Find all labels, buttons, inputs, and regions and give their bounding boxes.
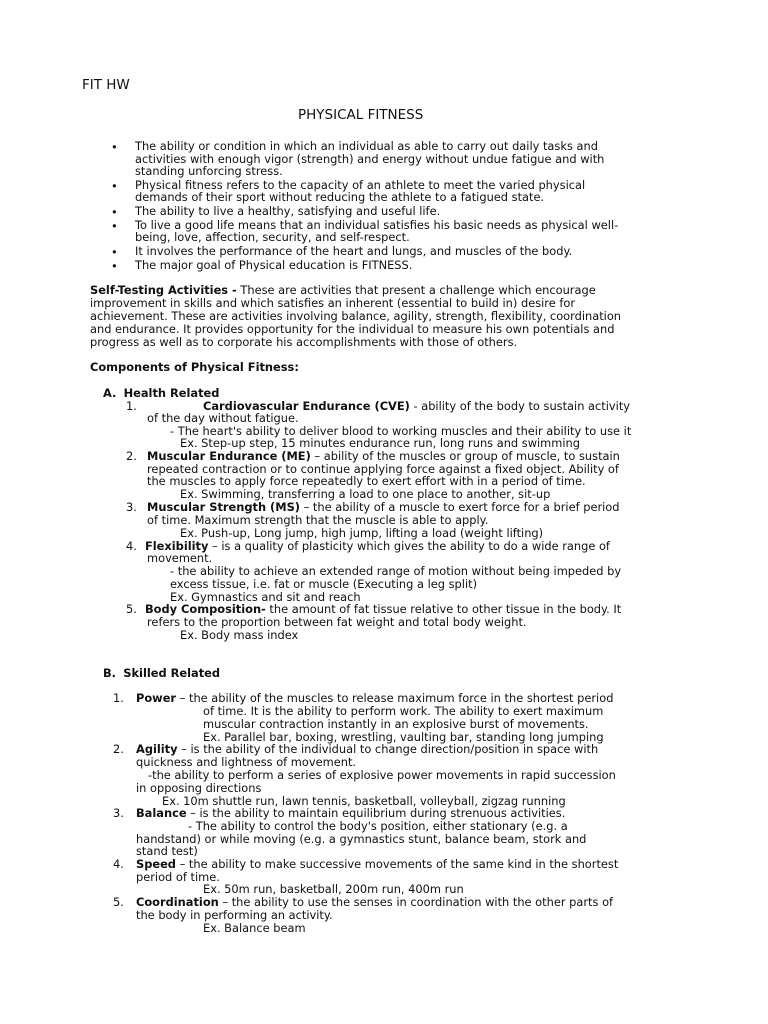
item-line	[136, 896, 613, 909]
item-number: 5.	[113, 895, 124, 909]
item-number: 2.	[113, 742, 124, 756]
item-definition: – is the ability of the individual to change direction/position in space with	[177, 742, 599, 756]
item-line: the body in performing an activity.	[136, 908, 333, 922]
paragraph-line	[90, 284, 596, 297]
item-line: movement.	[147, 551, 213, 565]
item-number: 2.	[126, 449, 137, 463]
components-heading: Components of Physical Fitness:	[90, 360, 299, 374]
item-example: Ex. Step-up step, 15 minutes endurance run, long runs and swimming	[180, 436, 580, 450]
item-definition: the amount of fat tissue relative to other tissue in the body. It	[265, 602, 622, 616]
item-term: Agility	[136, 742, 178, 756]
item-term: Balance	[136, 806, 187, 820]
item-term: Cardiovascular Endurance (CVE)	[203, 399, 410, 413]
item-number: 4.	[113, 857, 124, 871]
item-term: Body Composition-	[145, 602, 266, 616]
bullet-line: Physical fitness refers to the capacity of an athlete to meet the varied physical	[135, 178, 586, 192]
item-example: Ex. Gymnastics and sit and reach	[170, 590, 361, 604]
item-line: in opposing directions	[136, 781, 262, 795]
item-line: - The heart's ability to deliver blood to working muscles and their ability to use it	[170, 424, 632, 438]
item-line: - the ability to achieve an extended range of motion without being impeded by	[170, 564, 622, 578]
paragraph-text: These are activities that present a challenge which encourage	[236, 283, 596, 297]
item-term: Flexibility	[145, 539, 209, 553]
section-title: Health Related	[123, 386, 220, 400]
bullet-line: demands of their sport without reducing the athlete to a fatigued state.	[135, 190, 545, 204]
bullet-marker	[111, 141, 118, 154]
item-line: excess tissue, i.e. fat or muscle (Executing a leg split)	[170, 577, 478, 591]
item-example: Ex. 50m run, basketball, 200m run, 400m run	[203, 882, 464, 896]
bullet-marker	[111, 206, 118, 219]
item-example: Ex. Balance beam	[203, 921, 306, 935]
item-number: 1.	[113, 691, 124, 705]
bullet-line: standing unforcing stress.	[135, 164, 283, 178]
item-definition: – the ability to make successive movements of the same kind in the shortest	[175, 857, 619, 871]
bullet-marker	[111, 180, 118, 193]
self-testing-term: Self-Testing Activities -	[90, 283, 237, 297]
item-line: of the day without fatigue.	[147, 411, 299, 425]
item-line: stand test)	[136, 844, 198, 858]
item-definition: – the ability of a muscle to exert force for a brief period	[299, 500, 620, 514]
item-line: muscular contraction instantly in an explosive burst of movements.	[203, 717, 589, 731]
item-example: Ex. 10m shuttle run, lawn tennis, basketball, volleyball, zigzag running	[162, 794, 566, 808]
item-term: Muscular Strength (MS)	[147, 500, 300, 514]
item-line: the muscles to apply force repeatedly to exert effort with in a period of time.	[147, 474, 586, 488]
bullet-line: The major goal of Physical education is FITNESS.	[135, 258, 413, 272]
item-line	[147, 501, 620, 514]
bullet-line: being, love, affection, security, and self-respect.	[135, 230, 410, 244]
paragraph-line: progress as well as to corporate his accomplishments with those of others.	[90, 335, 518, 349]
bullet-marker	[111, 220, 118, 233]
bullet-line: It involves the performance of the heart and lungs, and muscles of the body.	[135, 244, 573, 258]
item-line	[136, 807, 565, 820]
paragraph-line: improvement in skills and which satisfies an inherent (essential to build in) desire for	[90, 296, 576, 310]
item-line: of time. It is the ability to perform work. The ability to exert maximum	[203, 704, 604, 718]
item-line: quickness and lightness of movement.	[136, 755, 357, 769]
item-line: repeated contraction or to continue applying force against a fixed object. Ability of	[147, 462, 619, 476]
components-heading-line	[90, 361, 299, 374]
item-term: Muscular Endurance (ME)	[147, 449, 311, 463]
item-line	[136, 858, 618, 871]
bullet-line: The ability or condition in which an individual as able to carry out daily tasks and	[135, 139, 598, 153]
section-letter: B.	[103, 666, 117, 680]
item-definition: – ability of the muscles or group of muscle, to sustain	[310, 449, 620, 463]
item-example: Ex. Parallel bar, boxing, wrestling, vaulting bar, standing long jumping	[203, 730, 604, 744]
item-definition: - ability of the body to sustain activity	[409, 399, 631, 413]
item-line	[136, 743, 598, 756]
item-number: 3.	[113, 806, 124, 820]
bullet-line: To live a good life means that an individual satisfies his basic needs as physical well-	[135, 218, 619, 232]
section-letter: A.	[103, 386, 117, 400]
bullet-marker	[111, 246, 118, 259]
item-line	[145, 540, 610, 553]
bullet-marker	[111, 260, 118, 273]
item-number: 1.	[126, 399, 137, 413]
doc-label: FIT HW	[82, 77, 130, 93]
item-line: of time. Maximum strength that the muscle is able to apply.	[147, 513, 489, 527]
item-definition: – is a quality of plasticity which gives the ability to do a wide range of	[208, 539, 610, 553]
paragraph-line: achievement. These are activities involving balance, agility, strength, flexibility, coordination	[90, 309, 622, 323]
item-example: Ex. Swimming, transferring a load to one place to another, sit-up	[180, 487, 551, 501]
item-line	[145, 603, 621, 616]
item-number: 4.	[126, 539, 137, 553]
item-line: handstand) or while moving (e.g. a gymnastics stunt, balance beam, stork and	[136, 832, 587, 846]
bullet-line: activities with enough vigor (strength) and energy without undue fatigue and with	[135, 152, 605, 166]
section-heading	[103, 667, 220, 680]
item-example: Ex. Push-up, Long jump, high jump, lifting a load (weight lifting)	[180, 526, 544, 540]
item-line	[147, 450, 620, 463]
bullet-line: The ability to live a healthy, satisfying and useful life.	[135, 204, 441, 218]
item-line: - The ability to control the body's position, either stationary (e.g. a	[188, 819, 568, 833]
item-number: 3.	[126, 500, 137, 514]
item-term: Speed	[136, 857, 176, 871]
item-number: 5.	[126, 602, 137, 616]
section-heading	[103, 387, 219, 400]
item-line: refers to the proportion between fat weight and total body weight.	[147, 615, 527, 629]
item-definition: – is the ability to maintain equilibrium during strenuous activities.	[186, 806, 566, 820]
item-line: period of time.	[136, 870, 220, 884]
section-title: Skilled Related	[123, 666, 221, 680]
item-term: Power	[136, 691, 177, 705]
item-term: Coordination	[136, 895, 219, 909]
page-title: PHYSICAL FITNESS	[298, 107, 424, 123]
item-definition: – the ability of the muscles to release maximum force in the shortest period	[176, 691, 614, 705]
item-line	[136, 692, 613, 705]
paragraph-line: and endurance. It provides opportunity for the individual to measure his own potentials and	[90, 322, 615, 336]
item-definition: – the ability to use the senses in coordination with the other parts of	[218, 895, 614, 909]
item-line: -the ability to perform a series of explosive power movements in rapid succession	[148, 768, 616, 782]
item-example: Ex. Body mass index	[180, 628, 299, 642]
